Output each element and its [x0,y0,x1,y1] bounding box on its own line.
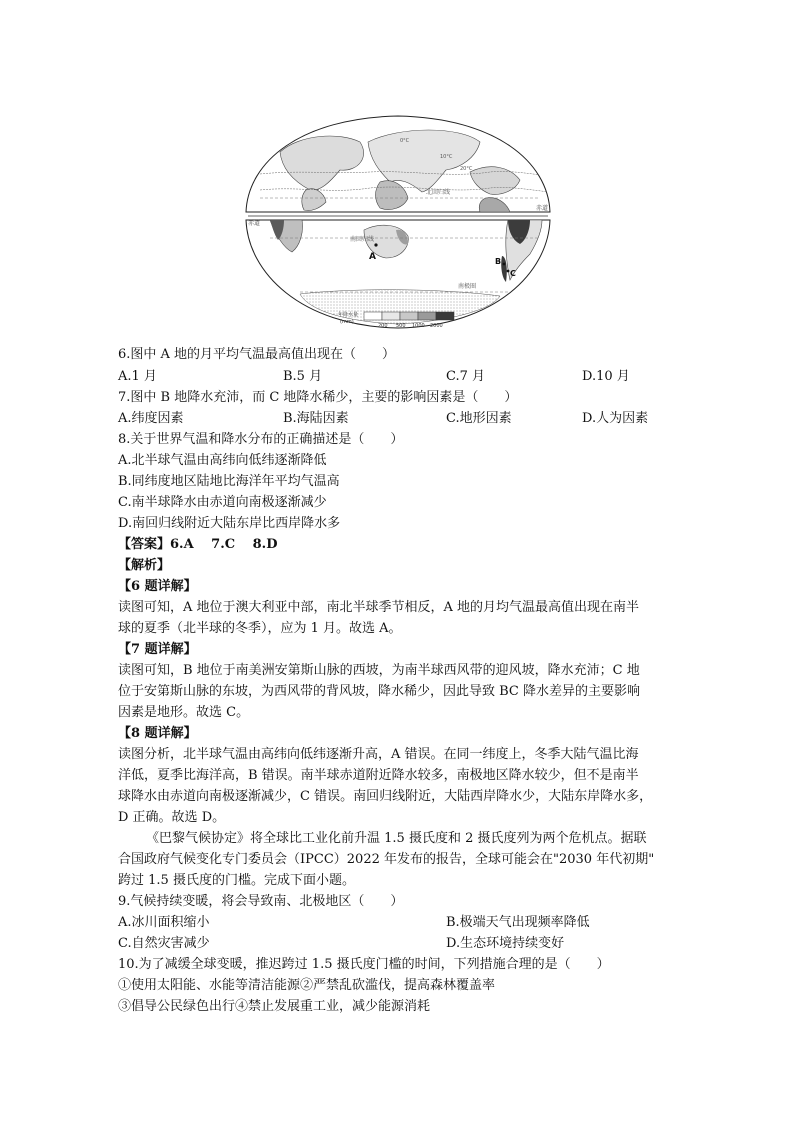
legend-tick-200: 200 [378,323,388,329]
label-equator-right: 赤道 [536,205,549,212]
point-a-label: A [369,252,376,262]
legend-tick-2000: 2000 [430,323,443,329]
legend-swatch-0 [364,312,382,320]
q7-option-d: D.人为因素 [582,411,649,426]
point-b-label: B [495,257,502,266]
q10-stem: 10.为了减缓全球变暖，推迟跨过 1.5 摄氏度门槛的时间，下列措施合理的是（ ） [118,957,610,972]
answer-line: 【答案】6.A 7.C 8.D [118,537,278,552]
paris-paragraph-line-3: 跨过 1.5 摄氏度的门槛。完成下面小题。 [118,873,355,888]
q6-stem: 6.图中 A 地的月平均气温最高值出现在（ ） [118,347,396,362]
label-iso-20: 20°C [460,166,473,172]
point-b-marker [503,263,506,266]
detail-7-line-3: 因素是地形。故选 C。 [118,705,250,720]
detail-8-line-4: D 正确。故选 D。 [118,810,226,825]
world-map-svg [240,112,556,332]
q6-option-b: B.5 月 [283,369,323,384]
label-antarctic: 南极圈 [458,283,477,290]
detail-8-line-3: 球降水由赤道向南极逐渐减少，C 错误。南回归线附近，大陆西岸降水少，大陆东岸降水多， [118,789,653,804]
label-tropic-north: 北回归线 [426,189,451,196]
label-iso-10: 10°C [440,154,453,160]
detail-7-heading: 【7 题详解】 [118,642,197,657]
legend-swatch-2 [400,312,418,320]
analysis-heading: 【解析】 [118,558,171,573]
detail-6-heading: 【6 题详解】 [118,579,197,594]
point-c-label: C [510,269,516,278]
detail-7-line-2: 位于安第斯山脉的东坡，为西风带的背风坡，降水稀少，因此导致 BC 降水差异的主要影响 [118,684,641,699]
label-equator-left: 赤道 [248,220,261,227]
q7-option-c: C.地形因素 [446,411,512,426]
q8-option-b: B.同纬度地区陆地比海洋年平均气温高 [118,474,340,489]
q6-option-c: C.7 月 [446,369,486,384]
paris-paragraph-line-2: 合国政府气候变化专门委员会（IPCC）2022 年发布的报告，全球可能会在"2030 年代初期" [118,852,655,867]
legend-title-1: 年降水量 [338,312,359,318]
legend-title-2: (mm) [340,319,354,325]
q9-option-d: D.生态环境持续变好 [446,936,565,951]
point-a-marker [374,243,377,246]
q9-option-c: C.自然灾害减少 [118,936,210,951]
q9-option-a: A.冰川面积缩小 [118,915,210,930]
detail-8-heading: 【8 题详解】 [118,726,197,741]
q8-stem: 8.关于世界气温和降水分布的正确描述是（ ） [118,432,404,447]
q9-stem: 9.气候持续变暖，将会导致南、北极地区（ ） [118,894,404,909]
legend-swatch-3 [418,312,436,320]
paris-paragraph-line-1: 《巴黎气候协定》将全球比工业化前升温 1.5 摄氏度和 2 摄氏度列为两个危机点。据联 [146,831,647,846]
label-tropic-south: 南回归线 [350,236,375,243]
q6-option-d: D.10 月 [582,369,630,384]
q8-option-a: A.北半球气温由高纬向低纬逐渐降低 [118,453,327,468]
world-map-figure [240,112,556,332]
q9-option-b: B.极端天气出现频率降低 [446,915,590,930]
legend-swatch-4 [436,312,454,320]
legend-tick-500: 500 [396,323,406,329]
detail-7-line-1: 读图可知，B 地位于南美洲安第斯山脉的西坡，为南半球西风带的迎风坡，降水充沛；C 地 [118,663,640,678]
q8-option-d: D.南回归线附近大陆东岸比西岸降水多 [118,516,341,531]
q7-stem: 7.图中 B 地降水充沛，而 C 地降水稀少，主要的影响因素是（ ） [118,390,518,405]
q10-line-1: ①使用太阳能、水能等清洁能源②严禁乱砍滥伐，提高森林覆盖率 [118,978,496,993]
detail-8-line-2: 洋低，夏季比海洋高，B 错误。南半球赤道附近降水较多，南极地区降水较少，但不是南半 [118,768,639,783]
q7-option-a: A.纬度因素 [118,411,184,426]
detail-8-line-1: 读图分析，北半球气温由高纬向低纬逐渐升高，A 错误。在同一纬度上，冬季大陆气温比海 [118,747,639,762]
q8-option-c: C.南半球降水由赤道向南极逐渐减少 [118,495,327,510]
point-c-marker [507,270,510,273]
detail-6-line-2: 球的夏季（北半球的冬季），应为 1 月。故选 A。 [118,621,402,636]
q7-option-b: B.海陆因素 [283,411,349,426]
detail-6-line-1: 读图可知，A 地位于澳大利亚中部，南北半球季节相反，A 地的月均气温最高值出现在南半 [118,600,640,615]
legend-tick-1000: 1000 [412,323,425,329]
legend-swatch-1 [382,312,400,320]
q10-line-2: ③倡导公民绿色出行④禁止发展重工业，减少能源消耗 [118,999,431,1014]
label-iso-0: 0°C [400,138,410,144]
q6-option-a: A.1 月 [118,369,157,384]
